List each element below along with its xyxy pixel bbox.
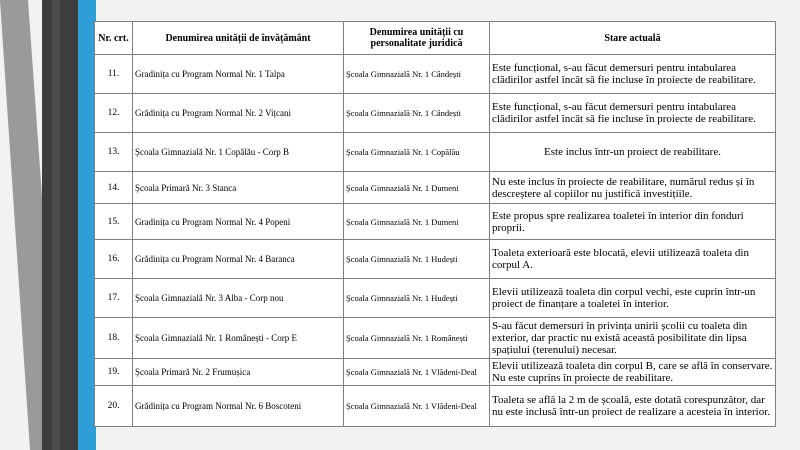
light-stripe [52, 0, 60, 450]
header-status: Stare actuală [490, 22, 776, 55]
status-text: Este funcțional, s-au făcut demersuri pentru intabularea clădirilor astfel încât să fie incluse în proiecte de reabilitare. [490, 94, 776, 133]
header-nr: Nr. crt. [95, 22, 133, 55]
unit-name: Școala Primară Nr. 2 Frumușica [133, 359, 344, 386]
table-row [95, 94, 776, 133]
unit-name: Școala Gimnazială Nr. 3 Alba - Corp nou [133, 279, 344, 318]
table-row [95, 172, 776, 204]
row-number: 17. [95, 279, 133, 318]
legal-unit-name: Școala Gimnazială Nr. 1 Dumeni [344, 172, 490, 204]
unit-name: Școala Primară Nr. 3 Stanca [133, 172, 344, 204]
row-number: 19. [95, 359, 133, 386]
status-text: Este propus spre realizarea toaletei în interior din fonduri proprii. [490, 204, 776, 240]
dark-stripe [42, 0, 80, 450]
row-number: 12. [95, 94, 133, 133]
status-text: Este inclus într-un proiect de reabilitare. [490, 133, 776, 172]
unit-name: Școala Gimnazială Nr. 1 Românești - Corp E [133, 318, 344, 359]
status-text: Elevii utilizează toaleta din corpul B, care se află în conservare. Nu este cuprins în proiecte de reabilitare. [490, 359, 776, 386]
header-unit: Denumirea unității de învățământ [133, 22, 344, 55]
legal-unit-name: Școala Gimnazială Nr. 1 Dumeni [344, 204, 490, 240]
legal-unit-name: Școala Gimnazială Nr. 1 Hudești [344, 279, 490, 318]
unit-name: Grădinița cu Program Normal Nr. 2 Vițcani [133, 94, 344, 133]
table-row [95, 386, 776, 427]
table-row [95, 240, 776, 279]
table-row [95, 318, 776, 359]
legal-unit-name: Școala Gimnazială Nr. 1 Hudești [344, 240, 490, 279]
unit-name: Grădinița cu Program Normal Nr. 4 Baranca [133, 240, 344, 279]
legal-unit-name: Școala Gimnazială Nr. 1 Copălău [344, 133, 490, 172]
header-legal-unit: Denumirea unității cu personalitate juridică [344, 22, 490, 55]
table-row [95, 204, 776, 240]
legal-unit-name: Școala Gimnazială Nr. 1 Cândești [344, 55, 490, 94]
schools-table [94, 21, 776, 427]
table-row [95, 359, 776, 386]
legal-unit-name: Școala Gimnazială Nr. 1 Vlădeni-Deal [344, 359, 490, 386]
row-number: 13. [95, 133, 133, 172]
row-number: 15. [95, 204, 133, 240]
row-number: 16. [95, 240, 133, 279]
status-text: Toaleta se află la 2 m de școală, este dotată corespunzător, dar nu este inclusă într-un proiect de realizare a acesteia în interior. [490, 386, 776, 427]
unit-name: Gradinița cu Program Normal Nr. 1 Talpa [133, 55, 344, 94]
unit-name: Gradinița cu Program Normal Nr. 4 Popeni [133, 204, 344, 240]
row-number: 11. [95, 55, 133, 94]
status-text: Este funcțional, s-au făcut demersuri pentru intabularea clădirilor astfel încât să fie incluse în proiecte de reabilitare. [490, 55, 776, 94]
table-row [95, 133, 776, 172]
status-text: S-au făcut demersuri în privința unirii școlii cu toaleta din exterior, dar practic nu există această posibilitate din lipsa spațiului (terenului) necesar. [490, 318, 776, 359]
legal-unit-name: Școala Gimnazială Nr. 1 Românești [344, 318, 490, 359]
row-number: 20. [95, 386, 133, 427]
status-text: Elevii utilizează toaleta din corpul vechi, este cuprin într-un proiect de finanțare a toaletei în interior. [490, 279, 776, 318]
header-row [95, 22, 776, 55]
status-text: Toaleta exterioară este blocată, elevii utilizează toaleta din corpul A. [490, 240, 776, 279]
legal-unit-name: Școala Gimnazială Nr. 1 Cândești [344, 94, 490, 133]
legal-unit-name: Școala Gimnazială Nr. 1 Vlădeni-Deal [344, 386, 490, 427]
unit-name: Grădinița cu Program Normal Nr. 6 Boscoteni [133, 386, 344, 427]
unit-name: Școala Gimnazială Nr. 1 Copălău - Corp B [133, 133, 344, 172]
row-number: 14. [95, 172, 133, 204]
table-row [95, 55, 776, 94]
row-number: 18. [95, 318, 133, 359]
status-text: Nu este inclus în proiecte de reabilitare, numărul redus și în descreștere al copiilor nu justifică investițiile. [490, 172, 776, 204]
table-row [95, 279, 776, 318]
